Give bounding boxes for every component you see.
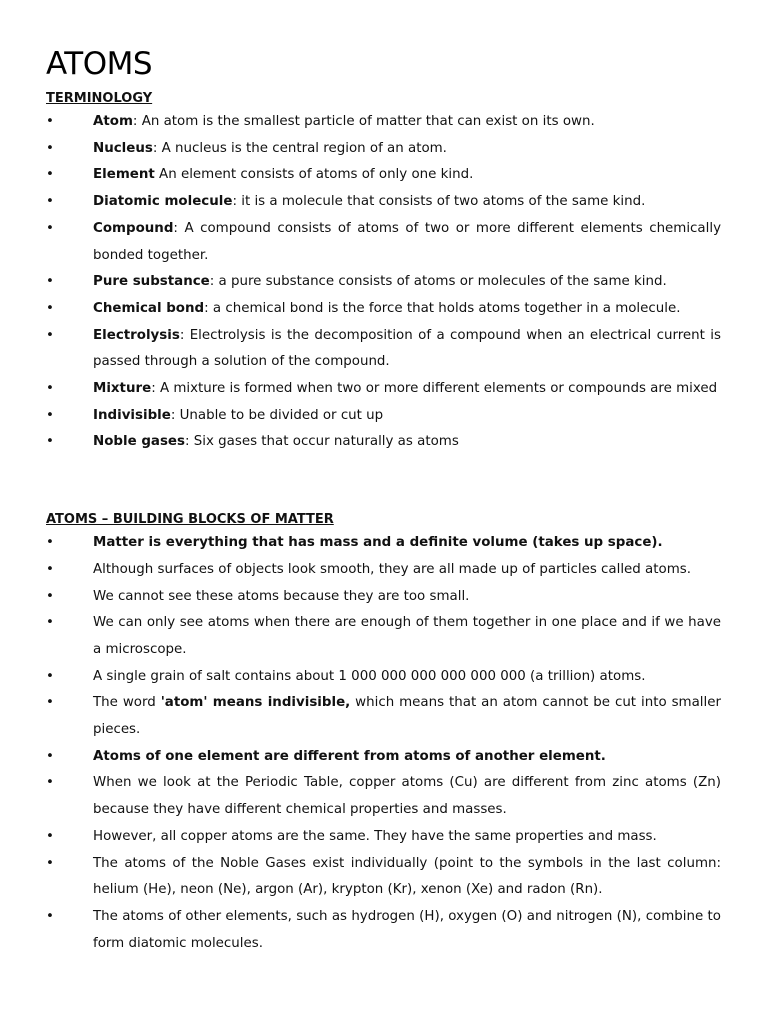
list-item-text — [93, 744, 721, 771]
item-description: : A compound consists of atoms of two or more different elements chemically bonded together. — [93, 220, 721, 263]
list-item-text — [93, 904, 721, 957]
item-prefix: The word — [93, 695, 161, 711]
list-item — [46, 429, 721, 456]
list-item-text — [93, 109, 721, 136]
list-item — [46, 323, 721, 376]
item-term: 'atom' means indivisible, — [160, 695, 351, 711]
list-item-text — [93, 269, 721, 296]
item-description: The atoms of other elements, such as hydrogen (H), oxygen (O) and nitrogen (N), combine to form diatomic molecules. — [93, 908, 721, 951]
list-item — [46, 376, 721, 403]
list-item — [46, 162, 721, 189]
bullet-icon: • — [46, 535, 54, 551]
bullet-icon: • — [46, 274, 54, 290]
bullet-icon: • — [46, 588, 54, 604]
list-item-text — [93, 610, 721, 663]
list-item — [46, 557, 721, 584]
item-description: We can only see atoms when there are enough of them together in one place and if we have a microscope. — [93, 615, 721, 657]
item-term: Atom — [93, 114, 133, 129]
list-item — [46, 904, 721, 957]
bullet-icon: • — [46, 828, 54, 844]
item-term: Diatomic molecule — [93, 194, 233, 210]
item-term: Pure substance — [93, 274, 210, 290]
item-description: which means that an atom cannot be cut into smaller pieces. — [93, 695, 721, 738]
bullet-icon: • — [46, 407, 54, 423]
list-item — [46, 530, 721, 557]
list-item — [46, 851, 721, 904]
list-item — [46, 824, 721, 851]
building-blocks-list — [46, 530, 721, 957]
item-description: : A mixture is formed when two or more different elements or compounds are mixed — [151, 381, 718, 397]
item-term: Element — [93, 167, 155, 183]
item-term: Chemical bond — [93, 300, 205, 316]
list-item-text — [93, 664, 721, 691]
list-item — [46, 664, 721, 691]
bullet-icon: • — [46, 381, 54, 397]
bullet-icon: • — [46, 561, 54, 577]
item-description: : An atom is the smallest particle of matter that can exist on its own. — [132, 114, 595, 129]
section-heading: ATOMS – BUILDING BLOCKS OF MATTER — [46, 512, 334, 528]
list-item — [46, 109, 721, 136]
item-description: : Unable to be divided or cut up — [170, 407, 384, 423]
item-term: Mixture — [93, 381, 152, 397]
list-item — [46, 770, 721, 823]
list-item — [46, 136, 721, 163]
list-item-text — [93, 851, 721, 904]
list-item-text — [93, 216, 721, 269]
item-description: : Electrolysis is the decomposition of a compound when an electrical current is passed through a solution of the compound. — [93, 327, 721, 370]
item-term: Atoms of one element are different from atoms of another element. — [93, 748, 606, 764]
bullet-icon: • — [46, 114, 54, 129]
list-item-text — [93, 429, 721, 456]
list-item-text — [93, 136, 721, 163]
list-item-text — [93, 296, 721, 323]
item-term: Nucleus — [93, 140, 153, 156]
list-item-text — [93, 824, 721, 851]
bullet-icon: • — [46, 327, 54, 343]
list-item — [46, 296, 721, 323]
list-item — [46, 584, 721, 611]
item-description: Although surfaces of objects look smooth, they are all made up of particles called atoms. — [93, 561, 691, 577]
bullet-icon: • — [46, 615, 54, 631]
list-item-text — [93, 376, 721, 403]
item-term: Compound — [93, 220, 174, 236]
bullet-icon: • — [46, 167, 54, 183]
bullet-icon: • — [46, 908, 54, 924]
bullet-icon: • — [46, 668, 54, 684]
list-item-text — [93, 557, 721, 584]
list-item-text — [93, 690, 721, 743]
item-description: We cannot see these atoms because they are too small. — [93, 588, 470, 604]
item-term: Noble gases — [93, 434, 185, 450]
section-heading: TERMINOLOGY — [46, 91, 153, 106]
list-item-text — [93, 403, 721, 430]
bullet-icon: • — [46, 434, 54, 450]
list-item-text — [93, 530, 721, 557]
bullet-icon: • — [46, 194, 54, 210]
document-page — [46, 44, 721, 957]
list-item — [46, 690, 721, 743]
item-description: : a chemical bond is the force that holds atoms together in a molecule. — [204, 300, 681, 316]
item-term: Matter is everything that has mass and a definite volume (takes up space). — [93, 535, 663, 551]
item-description: A single grain of salt contains about 1 000 000 000 000 000 000 (a trillion) atoms. — [93, 668, 646, 684]
section-terminology — [46, 89, 721, 456]
item-description: : it is a molecule that consists of two atoms of the same kind. — [232, 194, 646, 210]
list-item-text — [93, 770, 721, 823]
section-building-blocks — [46, 510, 721, 957]
bullet-icon: • — [46, 140, 54, 156]
bullet-icon: • — [46, 775, 54, 791]
terminology-list — [46, 109, 721, 456]
list-item — [46, 189, 721, 216]
bullet-icon: • — [46, 855, 54, 871]
item-description: An element consists of atoms of only one kind. — [154, 167, 474, 183]
bullet-icon: • — [46, 695, 54, 711]
item-description: : a pure substance consists of atoms or molecules of the same kind. — [209, 274, 667, 290]
bullet-icon: • — [46, 300, 54, 316]
item-description: The atoms of the Noble Gases exist individually (point to the symbols in the last column: helium (He), neon (Ne), argon (Ar), krypton (Kr), xenon (Xe) and radon (Rn). — [93, 855, 721, 898]
list-item-text — [93, 189, 721, 216]
list-item — [46, 744, 721, 771]
item-description: When we look at the Periodic Table, copper atoms (Cu) are different from zinc atoms (Zn) because they have different chemical properties and masses. — [93, 775, 721, 818]
list-item — [46, 216, 721, 269]
item-term: Electrolysis — [93, 327, 180, 343]
item-term: Indivisible — [93, 407, 171, 423]
item-description: : Six gases that occur naturally as atoms — [184, 434, 459, 450]
bullet-icon: • — [46, 748, 54, 764]
list-item-text — [93, 584, 721, 611]
list-item — [46, 269, 721, 296]
document-title: ATOMS — [46, 46, 153, 82]
list-item — [46, 403, 721, 430]
list-item-text — [93, 162, 721, 189]
list-item — [46, 610, 721, 663]
item-description: However, all copper atoms are the same. They have the same properties and mass. — [93, 828, 657, 844]
bullet-icon: • — [46, 220, 54, 236]
list-item-text — [93, 323, 721, 376]
item-description: : A nucleus is the central region of an atom. — [152, 140, 447, 156]
